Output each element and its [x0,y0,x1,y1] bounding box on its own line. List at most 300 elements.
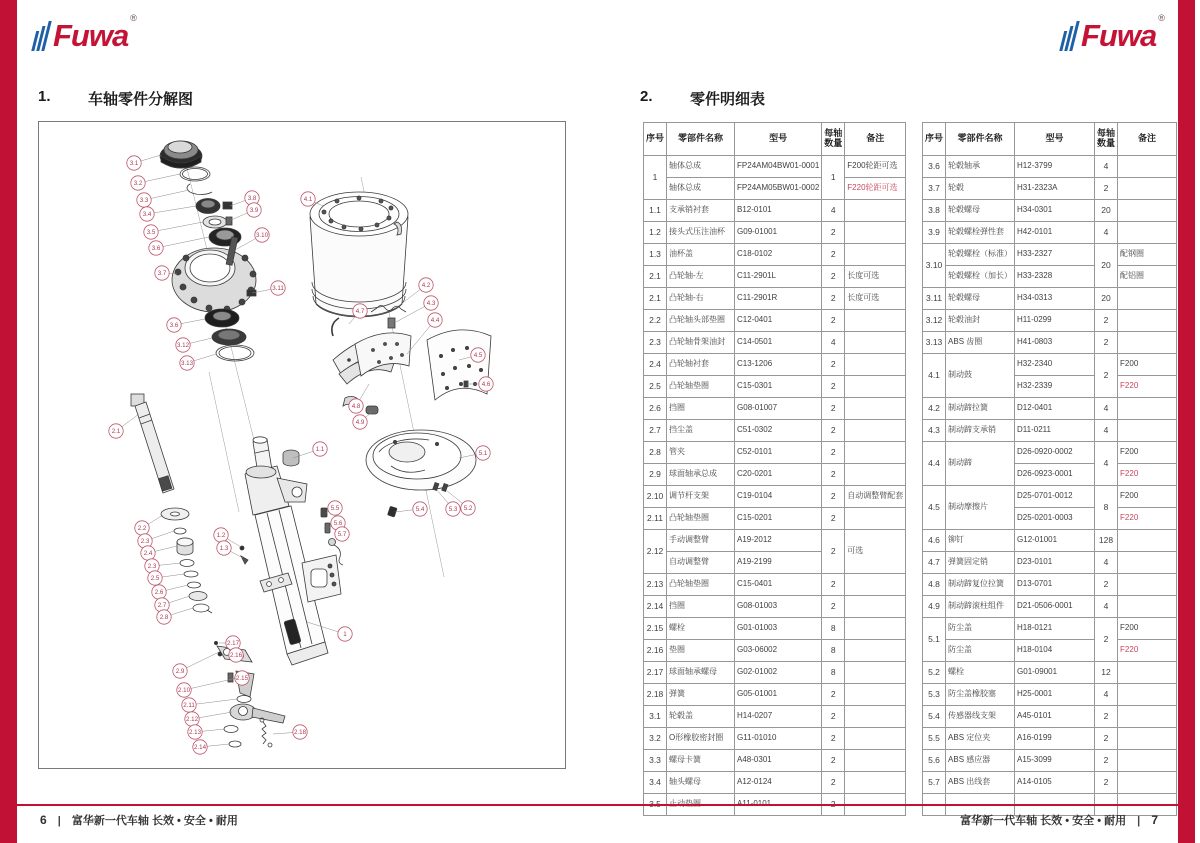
cell-note [845,244,906,266]
table-row [923,332,1177,354]
cell-qty: 4 [1095,552,1118,574]
column-header: 备注 [1118,123,1177,156]
callout-2.10 [177,683,191,697]
cell-qty: 8 [1095,486,1118,530]
svg-text:1: 1 [343,631,347,639]
callout-3.1 [127,156,141,170]
cell-no: 4.3 [923,420,946,442]
cell-qty: 4 [1095,222,1118,244]
table-row [923,596,1177,618]
cell-no: 1.2 [644,222,667,244]
cell-note [845,376,906,398]
cell-model: H41-0803 [1015,332,1095,354]
cell-name: 螺栓 [946,662,1015,684]
exploded-diagram-frame [38,121,566,769]
cell-qty: 2 [822,398,845,420]
callout-2.8 [157,610,171,624]
callout-5.3 [446,502,460,516]
table-row [644,706,906,728]
cell-name: 凸轮轴头部垫圈 [667,310,735,332]
cell-note [1118,178,1177,200]
footer-divider: | [1137,815,1141,827]
cell-model: C13-1206 [735,354,822,376]
cell-model: C11-2901R [735,288,822,310]
cell-note [1118,530,1177,552]
cell-note: 长度可选 [845,266,906,288]
cell-no: 3.3 [644,750,667,772]
cell-model: D12-0401 [1015,398,1095,420]
cell-qty: 2 [822,706,845,728]
cell-note: 配铝圈 [1118,266,1177,288]
table-row [644,332,906,354]
cell-note [845,574,906,596]
cell-qty: 2 [1095,706,1118,728]
callout-1 [338,627,352,641]
cell-name: 轮毂螺栓弹性套 [946,222,1015,244]
cell-note [1118,310,1177,332]
cell-qty: 8 [822,618,845,640]
cell-note: F220轮距可选 [845,178,906,200]
svg-text:2.10: 2.10 [177,687,191,695]
table-row [923,772,1177,794]
cell-no: 5.1 [923,618,946,662]
cell-qty: 2 [822,596,845,618]
cell-qty: 2 [822,464,845,486]
callout-2.1 [109,424,123,438]
cell-model: C15-0301 [735,376,822,398]
cell-qty: 4 [1095,420,1118,442]
cell-model: G09-01001 [735,222,822,244]
callout-3.12 [176,338,190,352]
table-row [923,156,1177,178]
page-number: 7 [1151,813,1158,827]
callout-3.7 [155,266,169,280]
callout-4.1 [301,192,315,206]
cell-note [845,222,906,244]
cell-name: 轴体总成 [667,178,735,200]
cell-model: H33-2328 [1015,266,1095,288]
cell-model: H12-3799 [1015,156,1095,178]
cell-name: 轮毂盖 [667,706,735,728]
table-row [923,266,1177,288]
cell-note: 配钢圈 [1118,244,1177,266]
column-header: 型号 [735,123,822,156]
cell-note [1118,420,1177,442]
cell-no: 4.9 [923,596,946,618]
cell-name: 铆钉 [946,530,1015,552]
callout-2.12 [185,712,199,726]
cell-no: 2.6 [644,398,667,420]
cell-no: 2.1 [644,266,667,288]
cell-model: D11-0211 [1015,420,1095,442]
cell-name: 凸轮轴-右 [667,288,735,310]
callout-4.7 [353,304,367,318]
section-title: 零件明细表 [690,91,766,108]
cell-name: 球面轴承螺母 [667,662,735,684]
cell-no: 5.4 [923,706,946,728]
cell-name: 螺栓 [667,618,735,640]
cell-qty: 8 [822,662,845,684]
svg-text:5.1: 5.1 [478,450,488,458]
cell-qty: 20 [1095,244,1118,288]
table-row [923,398,1177,420]
svg-text:2.13: 2.13 [188,729,202,737]
cell-qty: 4 [1095,684,1118,706]
footer-slogan: 富华新一代车轴 长效 • 安全 • 耐用 [960,815,1127,827]
cell-no: 3.13 [923,332,946,354]
cell-no: 3.11 [923,288,946,310]
cell-name: 油杯盖 [667,244,735,266]
callout-2.11 [182,698,196,712]
table-row [923,310,1177,332]
section-title: 车轴零件分解图 [88,91,194,108]
cell-qty: 2 [822,244,845,266]
cell-no: 2.7 [644,420,667,442]
callout-2.4 [141,546,155,560]
callout-3.13 [180,356,194,370]
callout-2.18 [293,725,307,739]
cell-model: D23-0101 [1015,552,1095,574]
cell-qty: 2 [822,508,845,530]
cell-no: 3.12 [923,310,946,332]
brake-drum [310,192,408,317]
cell-no: 5.6 [923,750,946,772]
cell-no: 3.2 [644,728,667,750]
svg-text:4.9: 4.9 [355,419,365,427]
callout-1.3 [217,541,231,555]
cell-qty: 2 [822,486,845,508]
section-number: 1. [38,88,51,105]
cell-qty: 12 [1095,662,1118,684]
cell-model: H34-0313 [1015,288,1095,310]
fuwa-logo [1063,13,1165,51]
cell-name: ABS 感应器 [946,750,1015,772]
svg-text:1.3: 1.3 [219,545,229,553]
cell-no: 5.2 [923,662,946,684]
cell-name: 轮毂螺母 [946,288,1015,310]
svg-text:3.11: 3.11 [272,285,284,293]
cell-model: G02-01002 [735,662,822,684]
cell-name: 制动蹄支承销 [946,420,1015,442]
svg-text:2.5: 2.5 [150,575,160,583]
cell-note: 自动调整臂配套 [845,486,906,508]
table-row [923,288,1177,310]
cell-name: 垫圈 [667,640,735,662]
cell-name: 自动调整臂 [667,552,735,574]
cell-note [845,354,906,376]
cell-model: C14-0501 [735,332,822,354]
svg-text:3.6: 3.6 [169,322,179,330]
cell-name: 传感器线支架 [946,706,1015,728]
svg-text:5.7: 5.7 [337,531,347,539]
cell-qty: 2 [1095,354,1118,398]
cell-no: 2.1 [644,288,667,310]
cell-note [845,200,906,222]
cell-note [1118,662,1177,684]
svg-text:4.5: 4.5 [473,352,483,360]
cell-note: 长度可选 [845,288,906,310]
cell-name: 轮毂轴承 [946,156,1015,178]
table-row [923,486,1177,508]
logo-wordmark: Fuwa [1081,18,1157,53]
callout-4.4 [428,313,442,327]
cell-name: ABS 定位夹 [946,728,1015,750]
cell-model: H42-0101 [1015,222,1095,244]
cell-model: G11-01010 [735,728,822,750]
parts-table [922,122,1177,816]
cell-no: 2.8 [644,442,667,464]
callout-2.14 [193,740,207,754]
cell-name: 轴体总成 [667,156,735,178]
cell-note [1118,706,1177,728]
cell-model: H11-0299 [1015,310,1095,332]
cell-qty: 4 [822,200,845,222]
table-row [923,618,1177,640]
fuwa-logo [35,13,137,51]
svg-text:2.16: 2.16 [229,652,243,660]
cell-name: 轮毂油封 [946,310,1015,332]
table-row [644,178,906,200]
cell-qty: 2 [822,728,845,750]
cell-model: D26-0923-0001 [1015,464,1095,486]
table-row [923,178,1177,200]
callout-3.4 [140,207,154,221]
cell-name: 防尘盖橡胶塞 [946,684,1015,706]
table-row [644,420,906,442]
cell-note [845,662,906,684]
camshaft [131,394,174,493]
callout-1.2 [214,528,228,542]
svg-text:2.15: 2.15 [235,675,249,683]
cell-no: 4.6 [923,530,946,552]
cell-name: ABS 齿圈 [946,332,1015,354]
table-row [923,574,1177,596]
cell-no: 2.13 [644,574,667,596]
cell-no: 5.3 [923,684,946,706]
svg-text:2.6: 2.6 [154,589,164,597]
svg-text:4.3: 4.3 [426,300,436,308]
cell-note [1118,596,1177,618]
callout-4.3 [424,296,438,310]
cell-name: 管夹 [667,442,735,464]
cell-name: 制动蹄滚柱组件 [946,596,1015,618]
cell-qty: 2 [822,420,845,442]
svg-text:5.2: 5.2 [463,505,473,513]
cell-note [845,728,906,750]
table-row [644,398,906,420]
svg-text:5.5: 5.5 [330,505,340,513]
section-heading-table [640,88,765,109]
svg-text:3.10: 3.10 [255,232,269,240]
cell-model: A45-0101 [1015,706,1095,728]
cell-qty: 4 [822,332,845,354]
cell-no: 2.10 [644,486,667,508]
cell-name: ABS 出线套 [946,772,1015,794]
cell-name: 防尘盖 [946,618,1015,640]
table-row [644,618,906,640]
cell-qty: 2 [1095,310,1118,332]
cell-name: 轮毂 [946,178,1015,200]
cell-model: H25-0001 [1015,684,1095,706]
cell-model: FP24AM04BW01-0001 [735,156,822,178]
column-header: 型号 [1015,123,1095,156]
cell-note [845,464,906,486]
cell-note [845,706,906,728]
cell-no: 1.1 [644,200,667,222]
cell-name: 凸轮轴垫圈 [667,508,735,530]
logo-stripes-icon [31,21,53,51]
cell-model: D21-0506-0001 [1015,596,1095,618]
cell-qty: 2 [822,684,845,706]
cell-name: 凸轮轴骨架油封 [667,332,735,354]
table-row [923,442,1177,464]
cell-qty: 4 [1095,442,1118,486]
svg-text:2.9: 2.9 [175,668,185,676]
brake-shoes [332,306,491,415]
callout-2.2 [135,521,149,535]
table-row [923,662,1177,684]
cell-name: O形橡胶密封圈 [667,728,735,750]
cell-note [845,420,906,442]
callout-2.13 [188,725,202,739]
table-row [923,706,1177,728]
cell-model: H32-2339 [1015,376,1095,398]
cell-note [1118,772,1177,794]
table-row [923,684,1177,706]
cell-name: 制动蹄拉簧 [946,398,1015,420]
footer-left [40,812,238,828]
svg-text:3.12: 3.12 [176,342,190,350]
cell-qty: 2 [822,310,845,332]
cell-model: G03-06002 [735,640,822,662]
cell-note: F220 [1118,464,1177,486]
table-row [923,640,1177,662]
cell-model: A48-0301 [735,750,822,772]
cell-no: 2.3 [644,332,667,354]
cell-model: FP24AM05BW01-0002 [735,178,822,200]
cell-qty: 2 [822,442,845,464]
cell-note [1118,200,1177,222]
cell-qty: 128 [1095,530,1118,552]
cell-model: H14-0207 [735,706,822,728]
slack-adjuster [214,641,285,747]
table-row [644,530,906,552]
cell-qty: 2 [1095,750,1118,772]
column-header: 备注 [845,123,906,156]
svg-text:2.3: 2.3 [140,538,150,546]
cell-model: H18-0121 [1015,618,1095,640]
table-row [644,772,906,794]
svg-text:3.7: 3.7 [157,270,167,278]
cell-model: D25-0201-0003 [1015,508,1095,530]
table-row [644,486,906,508]
cell-model: C15-0401 [735,574,822,596]
cell-no: 1 [644,156,667,200]
cell-model: C19-0104 [735,486,822,508]
table-header-row [923,123,1177,156]
cell-note [845,750,906,772]
cell-no: 2.4 [644,354,667,376]
svg-text:5.3: 5.3 [448,506,458,514]
cell-note [845,772,906,794]
cell-model: C20-0201 [735,464,822,486]
cell-name: 轮毂螺栓（标准） [946,244,1015,266]
cell-no: 2.11 [644,508,667,530]
table-row [644,222,906,244]
cell-model: C52-0101 [735,442,822,464]
cell-name: 手动调整臂 [667,530,735,552]
callout-5.2 [461,501,475,515]
table-row [644,354,906,376]
cell-name: 凸轮轴衬套 [667,354,735,376]
cell-qty: 1 [822,156,845,200]
callout-4.9 [353,415,367,429]
section-heading-diagram [38,88,193,109]
svg-text:4.6: 4.6 [481,381,491,389]
table-row [644,200,906,222]
cell-name: 弹簧固定销 [946,552,1015,574]
cell-qty: 4 [1095,156,1118,178]
cell-qty: 2 [822,222,845,244]
svg-text:2.3: 2.3 [147,563,157,571]
table-row [923,728,1177,750]
cell-name: 球面轴承总成 [667,464,735,486]
cell-name: 制动鼓 [946,354,1015,398]
cell-no: 2.14 [644,596,667,618]
cell-note [845,640,906,662]
cell-no: 3.9 [923,222,946,244]
svg-text:1.1: 1.1 [315,446,325,454]
cell-note [845,618,906,640]
callout-5.4 [413,502,427,516]
svg-text:1.2: 1.2 [216,532,226,540]
cell-model: G05-01001 [735,684,822,706]
cell-name: 制动蹄 [946,442,1015,486]
cell-name: 轴头螺母 [667,772,735,794]
table-row [923,354,1177,376]
cell-qty: 2 [1095,178,1118,200]
cell-qty: 2 [1095,618,1118,662]
cell-model: H32-2340 [1015,354,1095,376]
table-row [923,530,1177,552]
cell-name: 螺母卡簧 [667,750,735,772]
cell-no: 4.4 [923,442,946,486]
svg-text:3.6: 3.6 [151,245,161,253]
cell-qty: 20 [1095,200,1118,222]
table-row [644,156,906,178]
cell-no: 2.15 [644,618,667,640]
cell-model: A16-0199 [1015,728,1095,750]
svg-text:2.12: 2.12 [185,716,199,724]
callout-3.2 [131,176,145,190]
svg-text:2.17: 2.17 [226,640,240,648]
logo-stripes-icon [1059,21,1081,51]
callout-4.8 [349,399,363,413]
column-header: 每轴 数量 [822,123,845,156]
cell-note [1118,574,1177,596]
cell-model: A19-2199 [735,552,822,574]
callout-5.7 [335,527,349,541]
table-row [644,596,906,618]
cell-no: 3.6 [923,156,946,178]
cell-no: 3.1 [644,706,667,728]
svg-text:3.4: 3.4 [142,211,152,219]
cell-name: 制动蹄复位拉簧 [946,574,1015,596]
cell-model: A19-2012 [735,530,822,552]
cell-qty: 2 [822,574,845,596]
cell-model: H33-2327 [1015,244,1095,266]
cell-model: D25-0701-0012 [1015,486,1095,508]
